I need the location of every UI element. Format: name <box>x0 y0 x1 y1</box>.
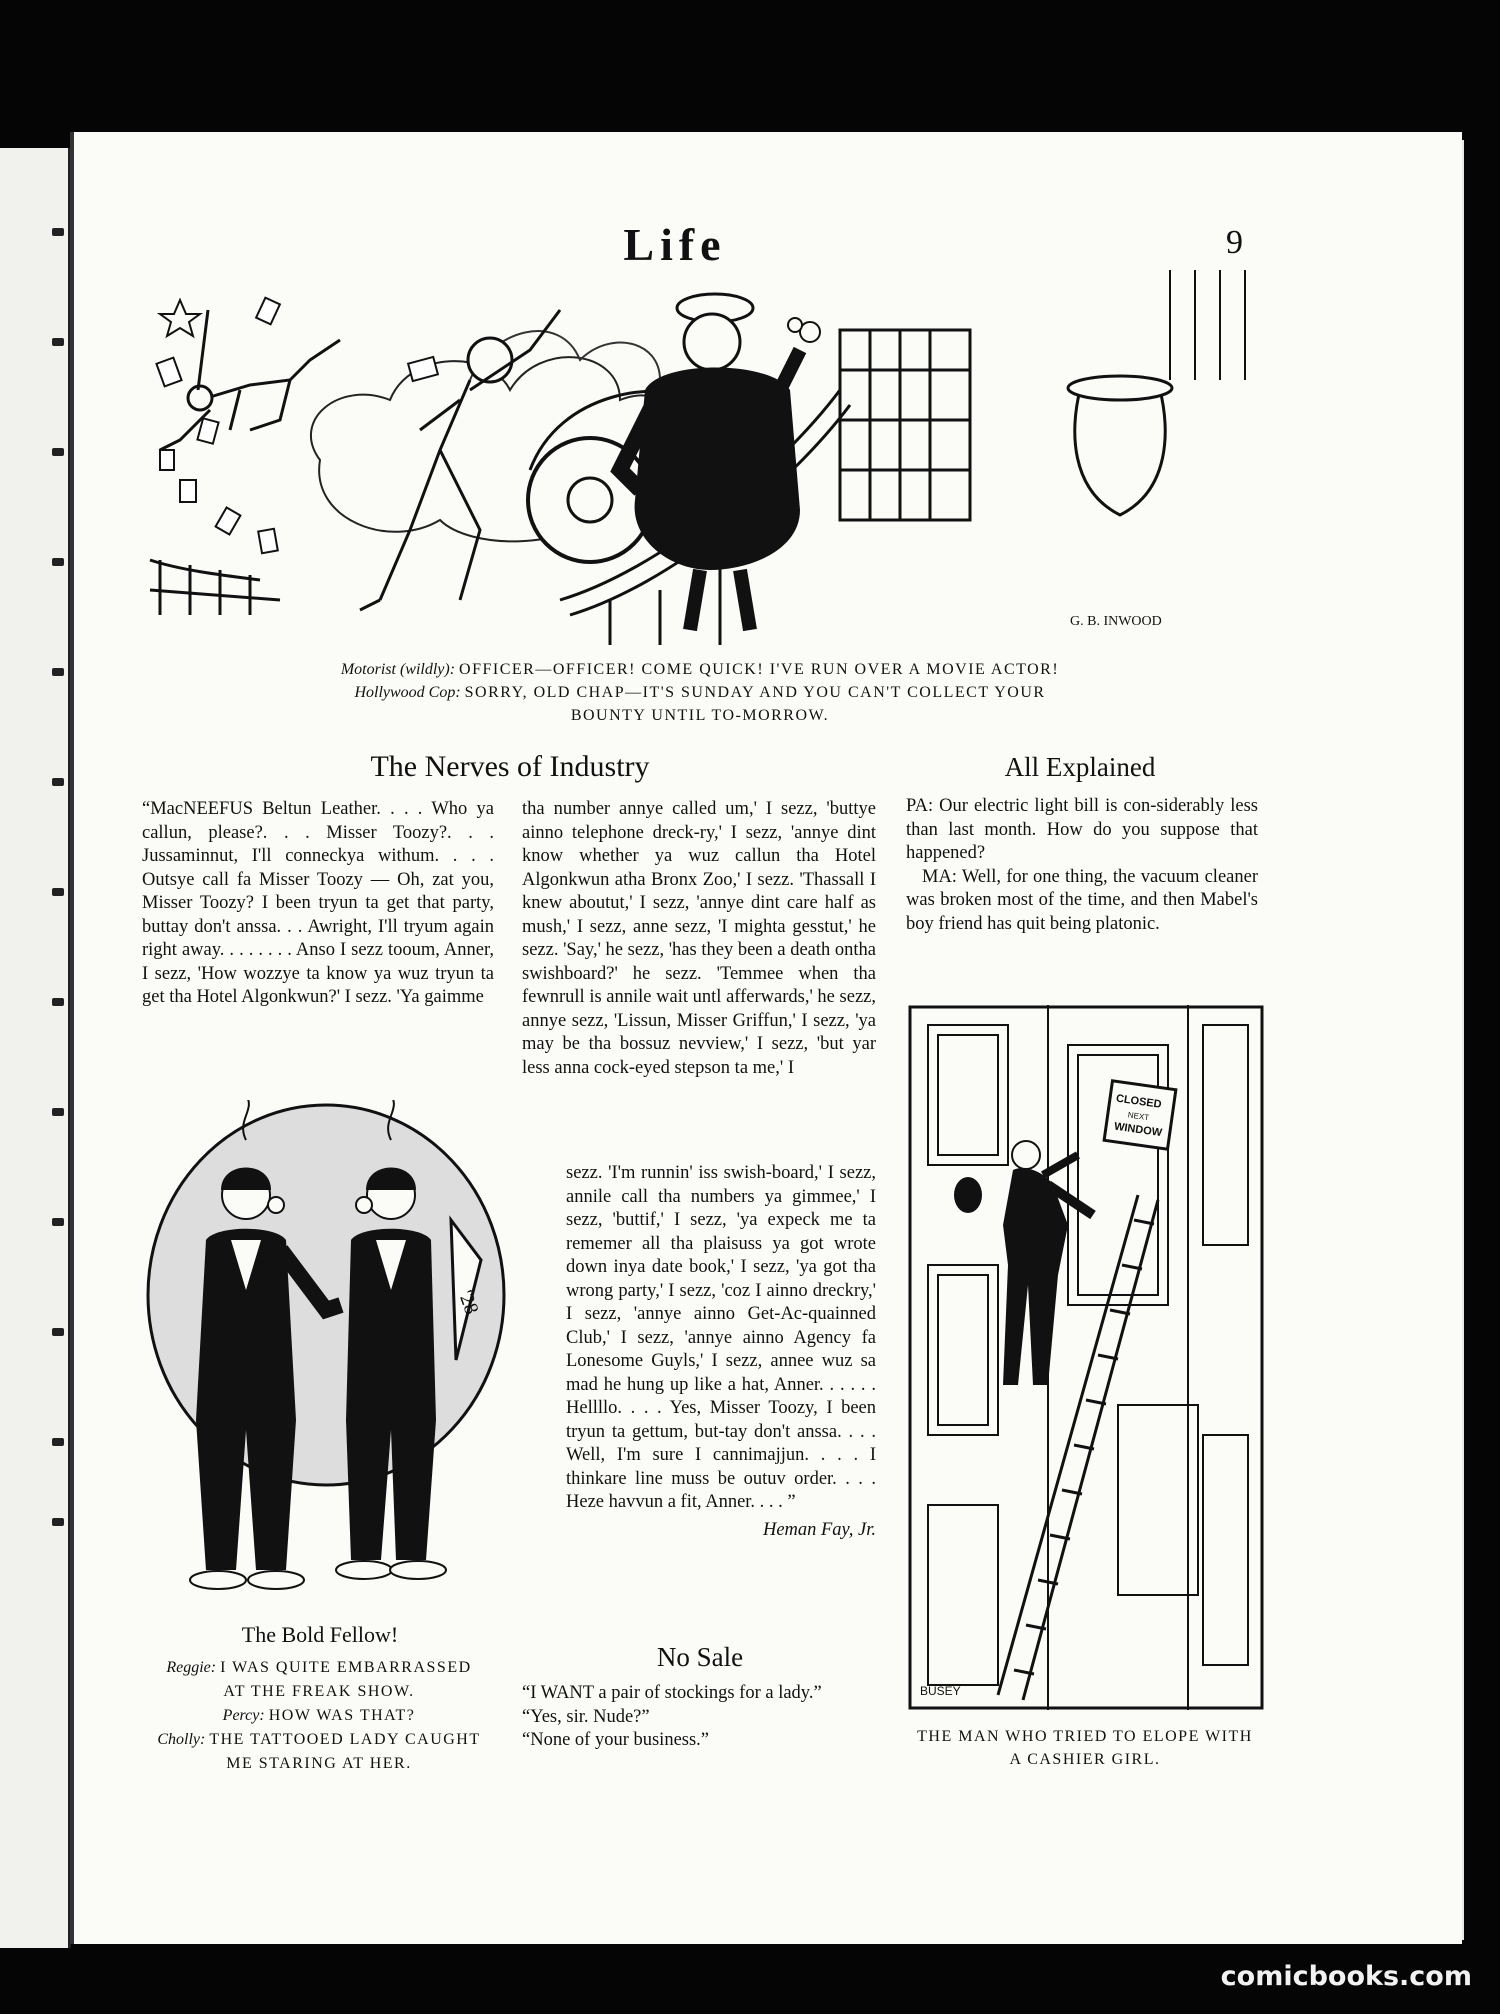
sign-text: NEXT <box>1127 1110 1150 1123</box>
masthead: Life <box>623 219 727 270</box>
all-explained-text <box>906 795 1258 936</box>
sign-text: WINDOW <box>1113 1120 1163 1140</box>
caption-line: SORRY, OLD CHAP—IT'S SUNDAY AND YOU CAN'T COLLECT YOUR <box>464 684 1046 701</box>
author-byline: Heman Fay, Jr. <box>762 1519 876 1540</box>
ladder-cartoon-caption <box>900 1725 1270 1771</box>
dialogue-line: “Yes, sir. Nude?” <box>522 1706 650 1727</box>
artist-signature: G. B. INWOOD <box>1070 614 1162 629</box>
caption-speaker: Percy: <box>222 1707 265 1724</box>
caption-line: AT THE FREAK SHOW. <box>223 1683 415 1700</box>
binding-stitch <box>52 998 64 1006</box>
binding-stitch <box>52 778 64 786</box>
bold-fellow-caption <box>134 1656 504 1776</box>
article-text: “MacNEEFUS Beltun Leather. . . . Who ya callun, please?. . . Misser Toozy?. . . Jussaminnut, I'll conneckya withum. . . . Outsye call fa Misser Toozy — Oh, zat you, Misser Toozy? I been tryun ta get that party, buttay don't anssa. . . Awright, I'll tryum again right away. . . . . . . . Anso I sezz tooum, Anner, I sezz, 'How wozzye ta know ya wuz tryun ta get tha Hotel Algonkwun?' I sezz. 'Ya gaimme <box>142 799 494 1007</box>
binding-stitch <box>52 1108 64 1116</box>
article-column-2-continued <box>522 1162 876 1542</box>
previous-page-edge <box>0 148 71 1948</box>
cartoon-title: The Bold Fellow! <box>241 1622 399 1647</box>
caption-line: OFFICER—OFFICER! COME QUICK! I'VE RUN OVER A MOVIE ACTOR! <box>459 661 1060 678</box>
binding-stitch <box>52 1518 64 1526</box>
pennant-text: '28 <box>453 1287 483 1318</box>
top-cartoon-caption <box>270 658 1130 727</box>
article-column-1 <box>142 798 494 1010</box>
binding-stitch <box>52 558 64 566</box>
caption-speaker: Hollywood Cop: <box>354 684 461 701</box>
ladder-cartoon <box>908 1005 1264 1710</box>
sign-text: CLOSED <box>1115 1092 1163 1111</box>
article-title: All Explained <box>1004 752 1156 782</box>
article-title: The Nerves of Industry <box>370 750 650 783</box>
binding-stitch <box>52 1218 64 1226</box>
binding-stitch <box>52 888 64 896</box>
caption-line: A CASHIER GIRL. <box>1009 1751 1161 1768</box>
dialogue-line: MA: Well, for one thing, the vacuum cleaner was broken most of the time, and then Mabel's boy friend has quit being platonic. <box>906 866 1258 934</box>
caption-speaker: Reggie: <box>166 1659 217 1676</box>
binding-stitch <box>52 668 64 676</box>
no-sale-text <box>522 1682 882 1753</box>
article-text: tha number annye called um,' I sezz, 'buttye ainno telephone dreck-ry,' I sezz, 'annye dint know whether ya wuz callun tha Hotel Algonkwun atha Bronx Zoo,' I sezz. 'Thassall I knew aboutut,' I sezz, 'annye dint care half as mush,' I sezz, anne sezz, 'I mighta gesstut,' he sezz. 'Say,' he sezz, 'has they been a death ontha swishboard?' he sezz. 'Temmee when tha fewnrull is annile wait untl afferwards,' he sezz, annye sezz, 'Lissun, Misser Griffun,' I sezz, 'ya may be tha bossuz nevview,' I sezz, 'but yar less anna cock-eyed stepson ta me,' I <box>522 799 876 1078</box>
dialogue-line: PA: Our electric light bill is con-siderably less than last month. How do you suppose that happened? <box>906 796 1258 863</box>
binding-stitch <box>52 338 64 346</box>
caption-speaker: Motorist (wildly): <box>340 661 456 678</box>
bold-fellow-cartoon <box>106 1100 506 1610</box>
caption-line: HOW WAS THAT? <box>268 1707 416 1724</box>
binding-stitch <box>52 448 64 456</box>
caption-line: I WAS QUITE EMBARRASSED <box>220 1659 472 1676</box>
dialogue-line: “I WANT a pair of stockings for a lady.” <box>522 1683 822 1703</box>
caption-line: THE MAN WHO TRIED TO ELOPE WITH <box>917 1728 1253 1745</box>
binding-stitch <box>52 1438 64 1446</box>
article-text: sezz. 'I'm runnin' iss swish-board,' I sezz, annile call tha numbers ya gimmee,' I sezz, 'buttif,' I sezz, 'ya expeck me ta rememer all tha plaisuss ya got wrote down inya date book,' I sezz, 'ya got tha wrong party,' I sezz, 'coz I ainno dreckry,' I sezz, 'annye ainno Get-Ac-quainned Club,' I sezz, 'annye ainno Agency fa Lonesome Guyls,' I sezz, annee wuz sa mad he hung up like a hat, Anner. . . . . . Hellllo. . . . Yes, Misser Toozy, I been tryun ta gettum, but-tay don't anssa. . . . Well, I'm sure I cannimajjun. . . . I thinkare line muss be outuv order. . . . Heze havvun a fit, Anner. . . . ” <box>566 1163 876 1512</box>
watermark: comicbooks.com <box>1220 1961 1472 1992</box>
dialogue-line: “None of your business.” <box>522 1730 710 1750</box>
caption-line: BOUNTY UNTIL TO-MORROW. <box>570 707 830 724</box>
caption-speaker: Cholly: <box>157 1731 206 1748</box>
binding-stitch <box>52 1328 64 1336</box>
binding-stitch <box>52 228 64 236</box>
article-title: No Sale <box>656 1642 744 1672</box>
motorist-cartoon <box>140 270 1260 650</box>
caption-line: ME STARING AT HER. <box>226 1755 412 1772</box>
caption-line: THE TATTOOED LADY CAUGHT <box>209 1731 481 1748</box>
page-number: 9 <box>1226 224 1243 261</box>
artist-signature: BUSEY <box>920 1684 961 1698</box>
article-column-2 <box>522 798 876 1080</box>
